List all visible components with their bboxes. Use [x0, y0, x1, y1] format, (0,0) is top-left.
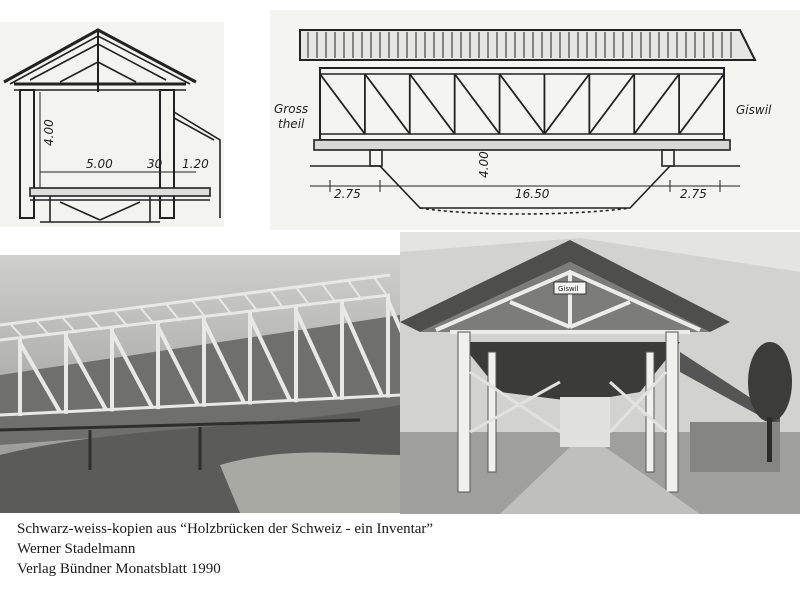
caption-source: Schwarz-weiss-kopien aus “Holzbrücken der Schweiz - ein Inventar”	[17, 521, 434, 537]
elevation-dim-span: 16.50	[515, 187, 550, 201]
caption-publisher: Verlag Bündner Monatsblatt 1990	[17, 561, 221, 577]
elevation-label-theil: theil	[278, 117, 305, 131]
bridge-sign-text: Giswil	[558, 285, 579, 293]
elevation-figure	[270, 10, 800, 230]
covered-bridge-photo-art	[400, 232, 800, 514]
cross-dim-height: 4.00	[42, 119, 56, 146]
cross-section-figure	[0, 22, 224, 227]
caption	[17, 519, 787, 579]
cross-section-drawing	[0, 22, 224, 227]
elevation-label-gross: Gross	[274, 102, 309, 116]
construction-photo-art	[0, 255, 400, 513]
cross-dim-post: 30	[147, 157, 163, 171]
elevation-dim-left: 2.75	[334, 187, 361, 201]
elevation-dim-height: 4.00	[477, 151, 491, 178]
cross-dim-width: 5.00	[86, 157, 113, 171]
construction-photo	[0, 255, 400, 513]
elevation-dim-right: 2.75	[680, 187, 707, 201]
elevation-label-giswil: Giswil	[736, 103, 772, 117]
cross-dim-shed: 1.20	[182, 157, 209, 171]
covered-bridge-photo	[400, 232, 800, 514]
elevation-drawing	[270, 10, 800, 230]
caption-author: Werner Stadelmann	[17, 541, 136, 557]
